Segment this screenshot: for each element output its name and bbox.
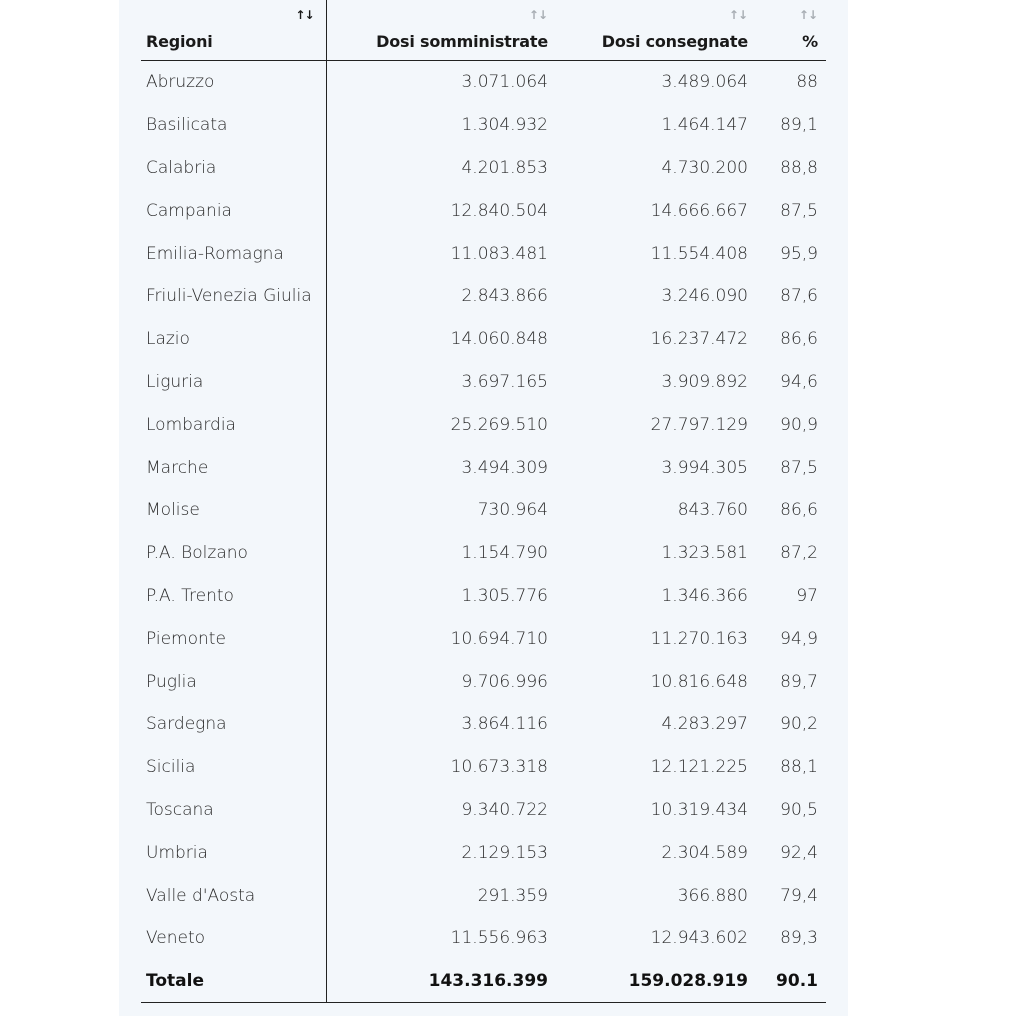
table-row [141, 489, 826, 532]
region-cell: P.A. Trento [141, 575, 326, 618]
table-row [141, 61, 826, 104]
table-row [141, 232, 826, 275]
table-row [141, 789, 826, 832]
table-row [141, 575, 826, 618]
administered-cell: 3.071.064 [461, 72, 548, 93]
table-row [141, 617, 826, 660]
delivered-cell: 3.246.090 [661, 286, 748, 307]
administered-cell: 10.694.710 [450, 628, 548, 649]
region-cell: Sicilia [141, 746, 326, 789]
table-row [141, 874, 826, 917]
column-header-percent[interactable] [756, 0, 826, 61]
administered-cell: 2.129.153 [461, 842, 548, 863]
percent-cell: 94,9 [780, 628, 818, 649]
table-row [141, 532, 826, 575]
administered-cell: 11.083.481 [450, 243, 548, 264]
administered-cell: 1.154.790 [461, 543, 548, 564]
header-row [141, 0, 826, 61]
delivered-cell: 10.319.434 [650, 799, 748, 820]
administered-cell: 11.556.963 [450, 928, 548, 949]
region-cell: Puglia [141, 660, 326, 703]
region-cell: Veneto [141, 917, 326, 960]
table-row [141, 446, 826, 489]
region-cell: Friuli-Venezia Giulia [141, 275, 326, 318]
table-header [141, 0, 826, 61]
sort-icon[interactable]: ↑↓ [528, 8, 547, 22]
administered-cell: 25.269.510 [450, 414, 548, 435]
table-row [141, 275, 826, 318]
delivered-cell: 4.730.200 [661, 157, 748, 178]
percent-cell: 88,1 [780, 757, 818, 778]
percent-cell: 90,2 [780, 714, 818, 735]
column-header-label: Dosi somministrate [376, 32, 548, 51]
table-row [141, 104, 826, 147]
percent-cell: 94,6 [780, 371, 818, 392]
percent-cell: 87,5 [780, 200, 818, 221]
table-body [141, 61, 826, 960]
percent-cell: 86,6 [780, 500, 818, 521]
table-row [141, 660, 826, 703]
region-cell: Abruzzo [141, 61, 326, 104]
percent-cell: 97 [796, 585, 818, 606]
delivered-cell: 1.346.366 [661, 585, 748, 606]
percent-cell: 88,8 [780, 157, 818, 178]
delivered-cell: 843.760 [677, 500, 748, 521]
administered-cell: 3.864.116 [461, 714, 548, 735]
region-cell: Sardegna [141, 703, 326, 746]
administered-cell: 1.305.776 [461, 585, 548, 606]
column-header-delivered[interactable] [556, 0, 756, 61]
delivered-cell: 2.304.589 [661, 842, 748, 863]
table-row [141, 831, 826, 874]
region-cell: Basilicata [141, 104, 326, 147]
table-row [141, 147, 826, 190]
administered-cell: 3.697.165 [461, 371, 548, 392]
delivered-cell: 12.943.602 [650, 928, 748, 949]
region-cell: Piemonte [141, 617, 326, 660]
percent-cell: 79,4 [780, 885, 818, 906]
table-row [141, 746, 826, 789]
sort-icon[interactable]: ↑↓ [295, 8, 314, 22]
administered-cell: 2.843.866 [461, 286, 548, 307]
region-cell: Toscana [141, 789, 326, 832]
total-label: Totale [141, 960, 326, 1003]
delivered-cell: 27.797.129 [650, 414, 748, 435]
delivered-cell: 1.323.581 [661, 543, 748, 564]
administered-cell: 12.840.504 [450, 200, 548, 221]
table-row [141, 403, 826, 446]
total-administered: 143.316.399 [326, 960, 556, 1003]
vaccine-doses-table [141, 0, 826, 1003]
region-cell: Marche [141, 446, 326, 489]
sort-icon[interactable]: ↑↓ [728, 8, 747, 22]
delivered-cell: 4.283.297 [661, 714, 748, 735]
table-row [141, 917, 826, 960]
percent-cell: 89,3 [780, 928, 818, 949]
percent-cell: 95,9 [780, 243, 818, 264]
administered-cell: 9.340.722 [461, 799, 548, 820]
total-percent: 90.1 [756, 960, 826, 1003]
percent-cell: 87,5 [780, 457, 818, 478]
table-row [141, 703, 826, 746]
sort-icon[interactable]: ↑↓ [798, 8, 817, 22]
delivered-cell: 14.666.667 [650, 200, 748, 221]
column-header-label: % [802, 32, 818, 51]
administered-cell: 3.494.309 [461, 457, 548, 478]
column-header-region[interactable] [141, 0, 326, 61]
table-row [141, 318, 826, 361]
administered-cell: 4.201.853 [461, 157, 548, 178]
region-cell: Emilia-Romagna [141, 232, 326, 275]
region-cell: Lazio [141, 318, 326, 361]
region-cell: Valle d'Aosta [141, 874, 326, 917]
region-cell: Campania [141, 189, 326, 232]
total-row [141, 960, 826, 1003]
delivered-cell: 1.464.147 [661, 115, 748, 136]
percent-cell: 90,9 [780, 414, 818, 435]
delivered-cell: 10.816.648 [650, 671, 748, 692]
administered-cell: 291.359 [477, 885, 548, 906]
total-delivered: 159.028.919 [556, 960, 756, 1003]
region-cell: P.A. Bolzano [141, 532, 326, 575]
column-header-administered[interactable] [326, 0, 556, 61]
administered-cell: 730.964 [477, 500, 548, 521]
table-footer [141, 960, 826, 1003]
delivered-cell: 16.237.472 [650, 329, 748, 350]
percent-cell: 92,4 [780, 842, 818, 863]
percent-cell: 89,7 [780, 671, 818, 692]
region-cell: Lombardia [141, 403, 326, 446]
percent-cell: 88 [796, 72, 818, 93]
administered-cell: 9.706.996 [461, 671, 548, 692]
percent-cell: 90,5 [780, 799, 818, 820]
administered-cell: 10.673.318 [450, 757, 548, 778]
percent-cell: 86,6 [780, 329, 818, 350]
table-row [141, 361, 826, 404]
delivered-cell: 366.880 [677, 885, 748, 906]
delivered-cell: 12.121.225 [650, 757, 748, 778]
column-header-label: Regioni [146, 32, 213, 51]
delivered-cell: 3.994.305 [661, 457, 748, 478]
region-cell: Calabria [141, 147, 326, 190]
delivered-cell: 11.270.163 [650, 628, 748, 649]
table-row [141, 189, 826, 232]
region-cell: Molise [141, 489, 326, 532]
region-cell: Umbria [141, 831, 326, 874]
delivered-cell: 3.489.064 [661, 72, 748, 93]
column-header-label: Dosi consegnate [601, 32, 748, 51]
percent-cell: 87,2 [780, 543, 818, 564]
administered-cell: 14.060.848 [450, 329, 548, 350]
delivered-cell: 3.909.892 [661, 371, 748, 392]
delivered-cell: 11.554.408 [650, 243, 748, 264]
percent-cell: 87,6 [780, 286, 818, 307]
region-cell: Liguria [141, 361, 326, 404]
administered-cell: 1.304.932 [461, 115, 548, 136]
percent-cell: 89,1 [780, 115, 818, 136]
